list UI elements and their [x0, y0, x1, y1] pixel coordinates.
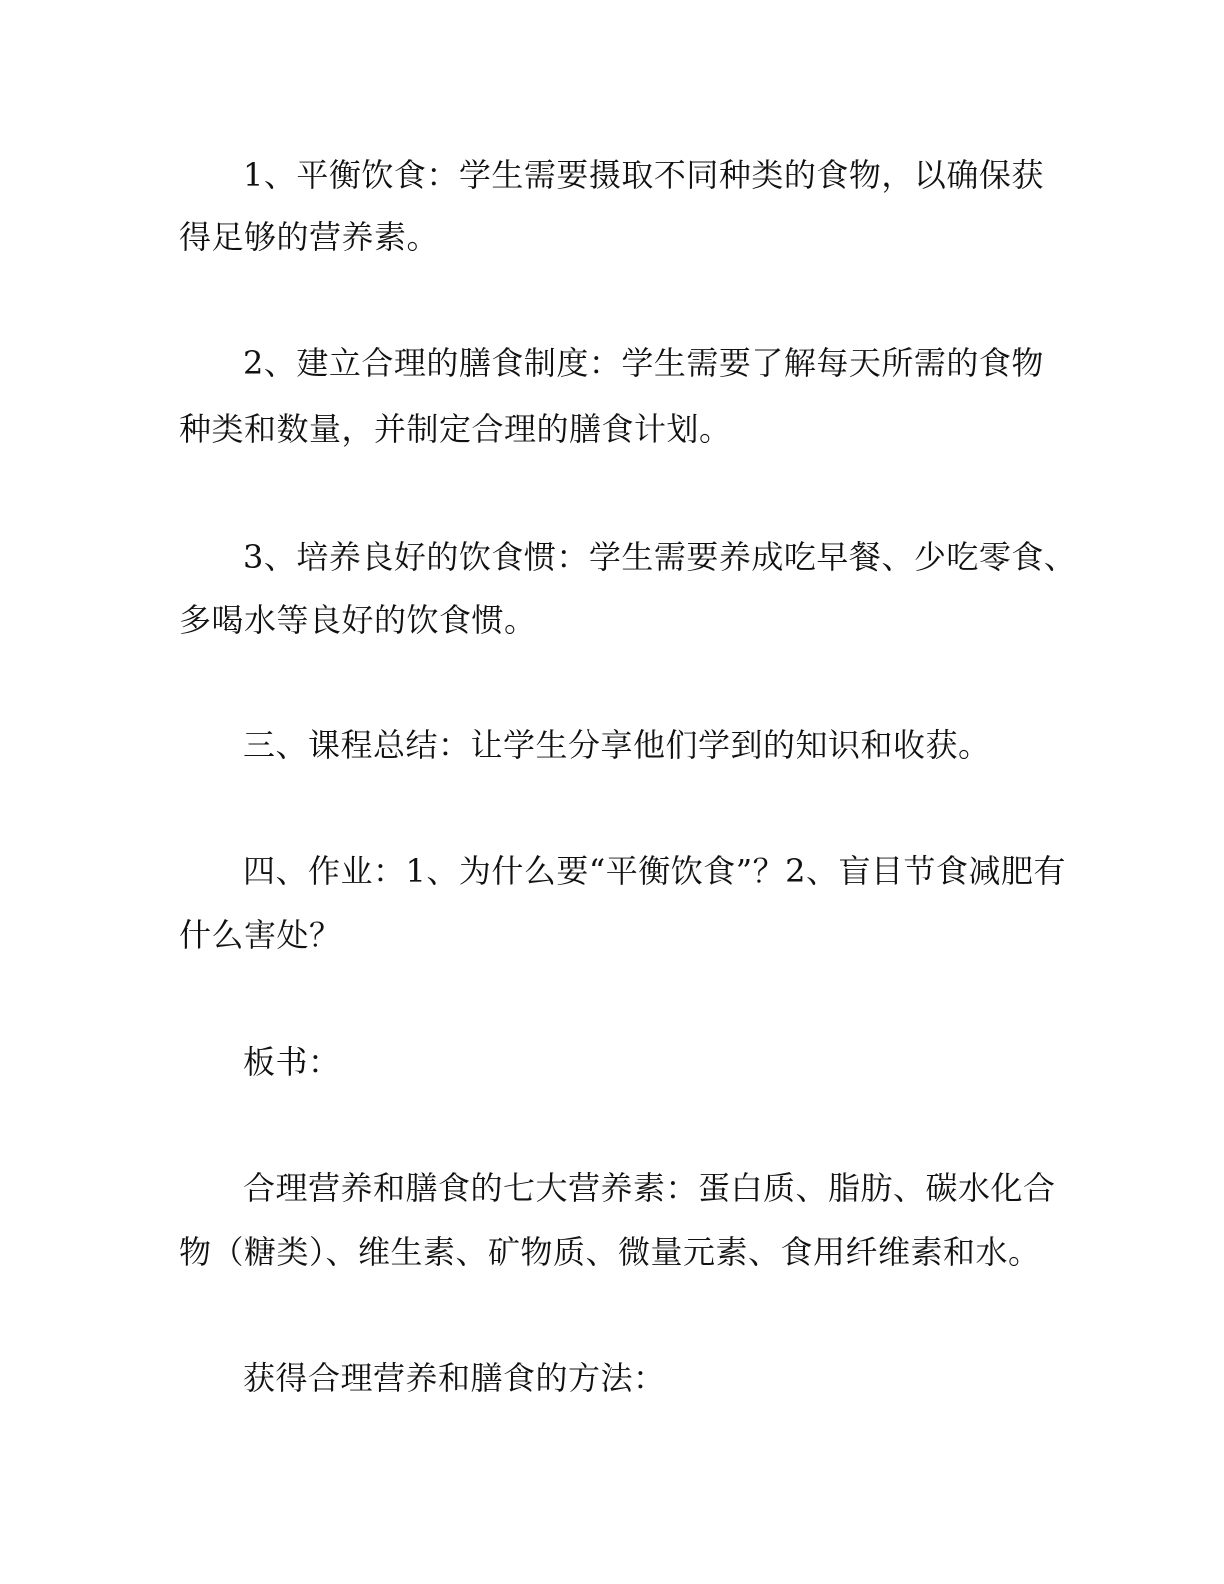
paragraph-6-line-1: 板书：: [243, 1043, 341, 1081]
paragraph-5-line-2: 什么害处？: [179, 916, 342, 954]
paragraph-8-line-1: 获得合理营养和膳食的方法：: [243, 1359, 666, 1397]
paragraph-2-line-2: 种类和数量，并制定合理的膳食计划。: [179, 410, 732, 448]
paragraph-4-line-1: 三、课程总结：让学生分享他们学到的知识和收获。: [243, 726, 991, 764]
paragraph-3-line-1: 3、培养良好的饮食惯：学生需要养成吃早餐、少吃零食、: [243, 538, 1077, 576]
paragraph-1-line-1: 1、平衡饮食：学生需要摄取不同种类的食物，以确保获: [243, 156, 1044, 194]
paragraph-7-line-1: 合理营养和膳食的七大营养素：蛋白质、脂肪、碳水化合: [243, 1169, 1056, 1207]
paragraph-3-line-2: 多喝水等良好的饮食惯。: [179, 601, 537, 639]
paragraph-7-line-2: 物（糖类）、维生素、矿物质、微量元素、食用纤维素和水。: [179, 1233, 1041, 1271]
paragraph-1-line-2: 得足够的营养素。: [179, 218, 440, 256]
paragraph-5-line-1: 四、作业：1、为什么要“平衡饮食”？2、盲目节食减肥有: [243, 852, 1066, 890]
paragraph-2-line-1: 2、建立合理的膳食制度：学生需要了解每天所需的食物: [243, 344, 1044, 382]
